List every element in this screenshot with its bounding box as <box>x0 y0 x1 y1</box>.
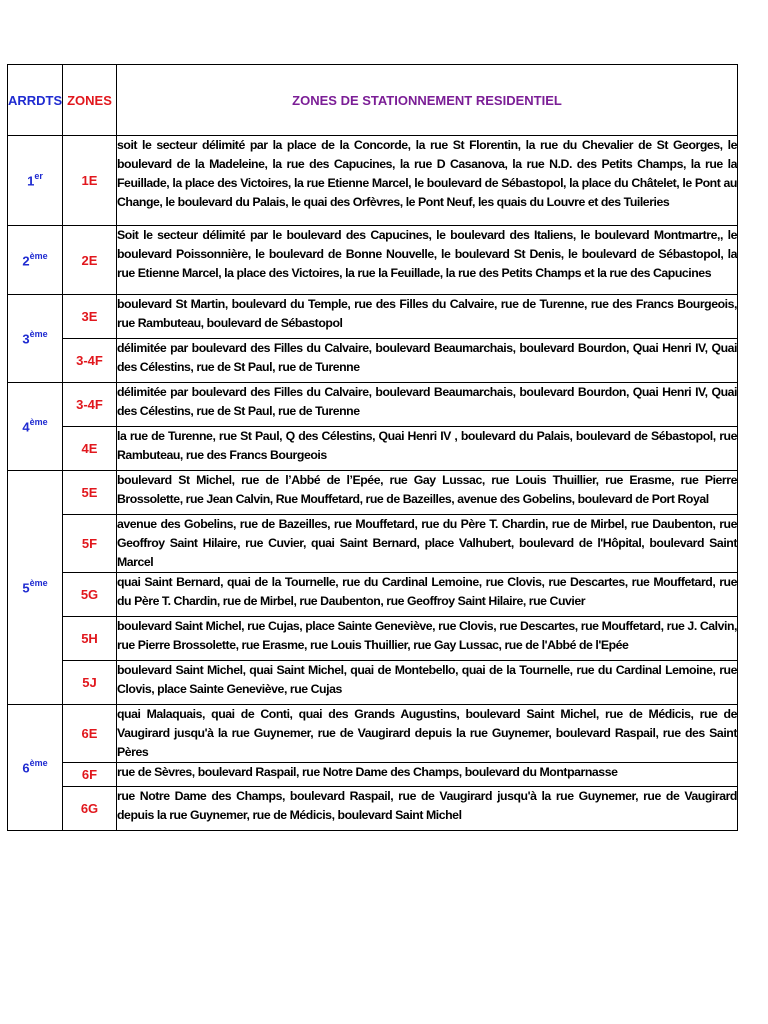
zone-code: 6E <box>63 705 117 763</box>
arrondissement-number: 3 <box>22 331 30 347</box>
zone-code: 1E <box>63 136 117 226</box>
table-row <box>8 573 738 617</box>
zone-description: la rue de Turenne, rue St Paul, Q des Célestins, Quai Henri IV , boulevard du Palais, boulevard de Sébastopol, rue Rambuteau, rue des Francs Bourgeois <box>117 427 738 471</box>
table-row <box>8 339 738 383</box>
arrondissement-cell <box>8 471 63 705</box>
zone-code: 3-4F <box>63 339 117 383</box>
zone-description: rue Notre Dame des Champs, boulevard Raspail, rue de Vaugirard jusqu'à la rue Guynemer, rue de Vaugirard depuis la rue Guynemer, rue de Médicis, boulevard Saint Michel <box>117 787 738 831</box>
table-row <box>8 787 738 831</box>
zone-description: boulevard St Martin, boulevard du Temple, rue des Filles du Calvaire, rue de Turenne, rue des Francs Bourgeois, rue Rambuteau, boulevard de Sébastopol <box>117 295 738 339</box>
table-row <box>8 763 738 787</box>
table-row <box>8 383 738 427</box>
table-row <box>8 295 738 339</box>
arrondissement-suffix: ème <box>29 417 48 428</box>
table-row <box>8 617 738 661</box>
zone-description: quai Malaquais, quai de Conti, quai des Grands Augustins, boulevard Saint Michel, rue de Médicis, rue de Vaugirard jusqu'à la rue Guynemer, rue de Vaugirard depuis la rue Guynemer, boulevard Raspail, rue des Saint Pères <box>117 705 738 763</box>
zone-description: rue de Sèvres, boulevard Raspail, rue Notre Dame des Champs, boulevard du Montparnasse <box>117 763 738 787</box>
arrondissement-number: 4 <box>22 419 30 435</box>
zone-description: quai Saint Bernard, quai de la Tournelle, rue du Cardinal Lemoine, rue Clovis, rue Descartes, rue Mouffetard, rue du Père T. Chardin, rue de Mirbel, rue Daubenton, rue Geoffroy Saint Hilaire, rue Cuvier <box>117 573 738 617</box>
zone-description: Soit le secteur délimité par le boulevard des Capucines, le boulevard des Italiens, le boulevard Montmartre,, le boulevard Poissonnière, le boulevard de Bonne Nouvelle, le boulevard St Denis, le boulevard de Sébastopol, la rue Etienne Marcel, la place des Victoires, la rue la Feuillade, la rue des Petits Champs et la rue des Capucines <box>117 226 738 295</box>
arrondissement-suffix: ème <box>29 758 48 769</box>
arrondissement-number: 6 <box>22 760 30 776</box>
zone-code: 4E <box>63 427 117 471</box>
header-zones: ZONES <box>63 65 117 136</box>
zone-code: 5J <box>63 661 117 705</box>
arrondissement-suffix: er <box>34 171 43 182</box>
table-row <box>8 705 738 763</box>
parking-zones-table <box>7 64 738 831</box>
zone-code: 3E <box>63 295 117 339</box>
zone-description: délimitée par boulevard des Filles du Calvaire, boulevard Beaumarchais, boulevard Bourdon, Quai Henri IV, Quai des Célestins, rue de St Paul, rue de Turenne <box>117 339 738 383</box>
arrondissement-cell <box>8 295 63 383</box>
arrondissement-suffix: ème <box>29 329 48 340</box>
arrondissement-number: 2 <box>22 253 30 269</box>
arrondissement-cell <box>8 383 63 471</box>
zone-description: délimitée par boulevard des Filles du Calvaire, boulevard Beaumarchais, boulevard Bourdon, Quai Henri IV, Quai des Célestins, rue de St Paul, rue de Turenne <box>117 383 738 427</box>
zone-code: 6G <box>63 787 117 831</box>
zone-description: boulevard Saint Michel, rue Cujas, place Sainte Geneviève, rue Clovis, rue Descartes, rue Mouffetard, rue J. Calvin, rue Pierre Brossolette, rue Erasme, rue Louis Thuillier, rue Gay Lussac, rue de l'Abbé de l'Epée <box>117 617 738 661</box>
arrondissement-suffix: ème <box>29 578 48 589</box>
header-arrondissements: ARRDTS <box>8 65 63 136</box>
zone-description: boulevard St Michel, rue de l’Abbé de l’Epée, rue Gay Lussac, rue Louis Thuillier, rue Erasme, rue Pierre Brossolette, rue Jean Calvin, Rue Mouffetard, rue de Bazeilles, avenue des Gobelins, boulevard de Port Royal <box>117 471 738 515</box>
table-row <box>8 515 738 573</box>
zone-code: 5G <box>63 573 117 617</box>
arrondissement-number: 5 <box>22 580 30 596</box>
table-row <box>8 427 738 471</box>
arrondissement-cell <box>8 705 63 831</box>
arrondissement-cell <box>8 136 63 226</box>
zone-code: 3-4F <box>63 383 117 427</box>
arrondissement-cell <box>8 226 63 295</box>
zone-code: 6F <box>63 763 117 787</box>
table-row <box>8 136 738 226</box>
table-header-row <box>8 65 738 136</box>
arrondissement-number: 1 <box>27 173 35 189</box>
zone-description: avenue des Gobelins, rue de Bazeilles, rue Mouffetard, rue du Père T. Chardin, rue de Mirbel, rue Daubenton, rue Geoffroy Saint Hilaire, rue Cuvier, quai Saint Bernard, place Valhubert, boulevard de l'Hôpital, boulevard Saint Marcel <box>117 515 738 573</box>
zone-code: 5H <box>63 617 117 661</box>
zone-description: soit le secteur délimité par la place de la Concorde, la rue St Florentin, la rue du Chevalier de St Georges, le boulevard de la Madeleine, la rue des Capucines, la rue D Casanova, la rue N.D. des Petits Champs, la rue la Feuillade, la place des Victoires, la rue Etienne Marcel, le boulevard de Sébastopol, la place du Châtelet, le Pont au Change, le boulevard du Palais, le quai des Orfèvres, le Pont Neuf, les quais du Louvre et des Tuileries <box>117 136 738 226</box>
zone-code: 5F <box>63 515 117 573</box>
zone-description: boulevard Saint Michel, quai Saint Michel, quai de Montebello, quai de la Tournelle, rue du Cardinal Lemoine, rue Clovis, place Sainte Geneviève, rue Cujas <box>117 661 738 705</box>
table-row <box>8 226 738 295</box>
header-description: ZONES DE STATIONNEMENT RESIDENTIEL <box>117 65 738 136</box>
table-row <box>8 661 738 705</box>
table-row <box>8 471 738 515</box>
arrondissement-suffix: ème <box>29 250 48 261</box>
zone-code: 5E <box>63 471 117 515</box>
zone-code: 2E <box>63 226 117 295</box>
